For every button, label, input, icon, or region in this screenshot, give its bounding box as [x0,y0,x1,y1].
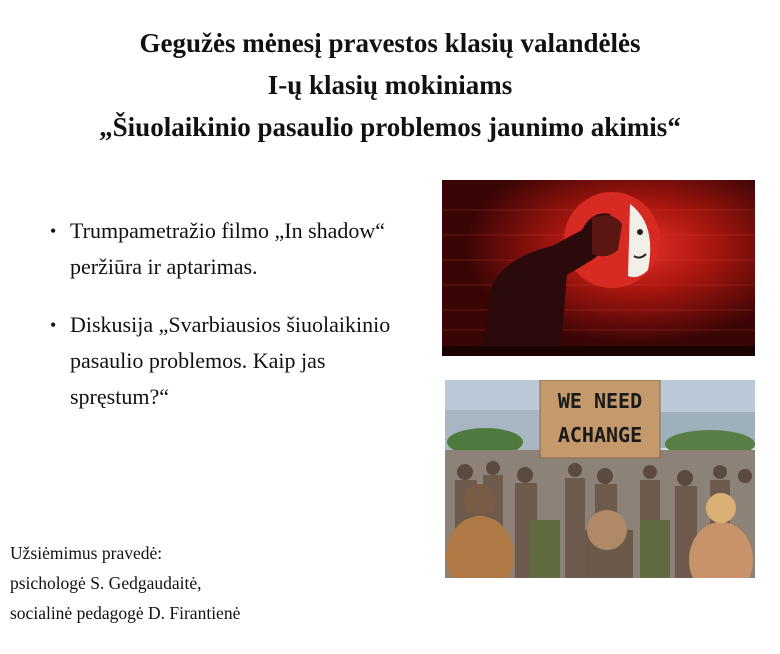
activity-list [46,213,426,437]
protest-photo [445,380,755,578]
list-item: • Trumpametražio filmo „In shadow“ peržiūra ir aptarimas. [46,213,426,285]
title-line-3: „Šiuolaikinio pasaulio problemos jaunimo akimis“ [99,112,681,142]
sign-line-2: ACHANGE [557,423,643,447]
film-still-image [442,180,755,356]
sign-line-1: WE NEED [557,389,643,413]
page-title [0,22,780,148]
footer-line-3: socialinė pedagogė D. Firantienė [10,603,241,623]
presenters-note [10,538,240,628]
title-line-1: Gegužės mėnesį pravestos klasių valandėlės [139,28,641,58]
footer-line-1: Užsiėmimus pravedė: [10,543,163,563]
title-line-2: I-ų klasių mokiniams [267,70,513,100]
film-still-red-figure-with-mask-icon [442,180,755,356]
protest-crowd-photo-icon [445,380,755,578]
list-item: • Diskusija „Svarbiausios šiuolaikinio pasaulio problemos. Kaip jas spręstum?“ [46,307,426,415]
footer-line-2: psichologė S. Gedgaudaitė, [10,573,202,593]
